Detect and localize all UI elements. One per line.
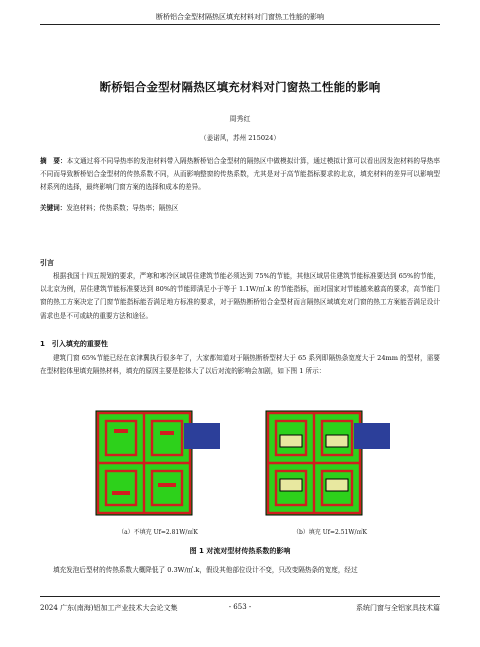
section1-paragraph: 建筑门窗 65%节能已经在京津冀执行很多年了，大家都知道对于隔热断桥型材大于 65 系列即隔热条宽度大于 24mm 的型材，需要在型材腔体里填充隔热材料，填充的原因主要是腔体大了以后对流的影响会加剧，如下图 1 所示： [40, 354, 440, 376]
footer-section: 系统门窗与全铝家具技术篇 [356, 604, 440, 612]
abstract-text: 本文通过将不同导热率的发泡材料带入隔热断桥铝合金型材的隔热区中做模拟计算，通过模拟计算可以看出因发泡材料的导热率不同而导致断桥铝合金型材的传热系数不同，从而影响整窗的传热系数，尤其是对于高节能指标要求的北京，填充材料的差异可以影响型材系列的选择，最终影响门窗方案的选择和成本的差异。 [40, 157, 440, 192]
footer-proceedings: 2024 广东(南海)铝加工产业技术大会论文集 [40, 604, 178, 612]
keywords-text: 发泡材料；传热系数；导热率；隔热区 [66, 204, 179, 212]
running-head: 断桥铝合金型材隔热区填充材料对门窗热工性能的影响 [156, 13, 324, 21]
footer-rule [40, 596, 440, 597]
abstract [40, 155, 440, 195]
keywords-label: 关键词： [40, 204, 67, 212]
profile-section-unfilled [92, 405, 222, 520]
author-affiliation: （姜诺风，苏州 215024） [199, 134, 281, 142]
section1-heading: 1 引入填充的重要性 [40, 340, 108, 348]
abstract-label: 摘 要： [40, 157, 67, 165]
header-rule [40, 24, 440, 25]
paper-title: 断桥铝合金型材隔热区填充材料对门窗热工性能的影响 [99, 80, 381, 94]
page-number: - 653 - [228, 603, 252, 611]
intro-heading: 引言 [40, 259, 54, 267]
figure-caption: 图 1 对流对型材传热系数的影响 [189, 547, 291, 555]
profile-section-filled [262, 405, 392, 520]
author-name: 周秀红 [229, 115, 251, 123]
intro-paragraph: 根据我国十四五规划的要求，严寒和寒冷区域居住建筑节能必须达到 75%的节能，其他区域居住建筑节能标准要达到 65%的节能，以北京为例，居住建筑节能标准要达到 80%的节能即满足小于等于 1.1W/㎡.k 的节能指标，面对国家对节能越来越高的要求，高节能门窗的热工方案决定了门窗节能指标能否满足地方标准的要求，对于隔热断桥铝合金型材而言隔热区域填充对门窗的热工方案能否满足设计需求也是不可或缺的重要方法和途径。 [40, 272, 440, 320]
keywords [40, 202, 440, 215]
continuation-paragraph: 填充发泡后型材的传热系数大概降低了 0.3W/㎡.k，假设其他部位设计不变，只改变隔热条的宽度，经过 [53, 566, 358, 574]
figure-subcaption-a: （a）不填充 Uf=2.81W/㎡K [118, 529, 198, 536]
figure-subcaption-b: （b）填充 Uf=2.51W/㎡K [292, 529, 368, 536]
